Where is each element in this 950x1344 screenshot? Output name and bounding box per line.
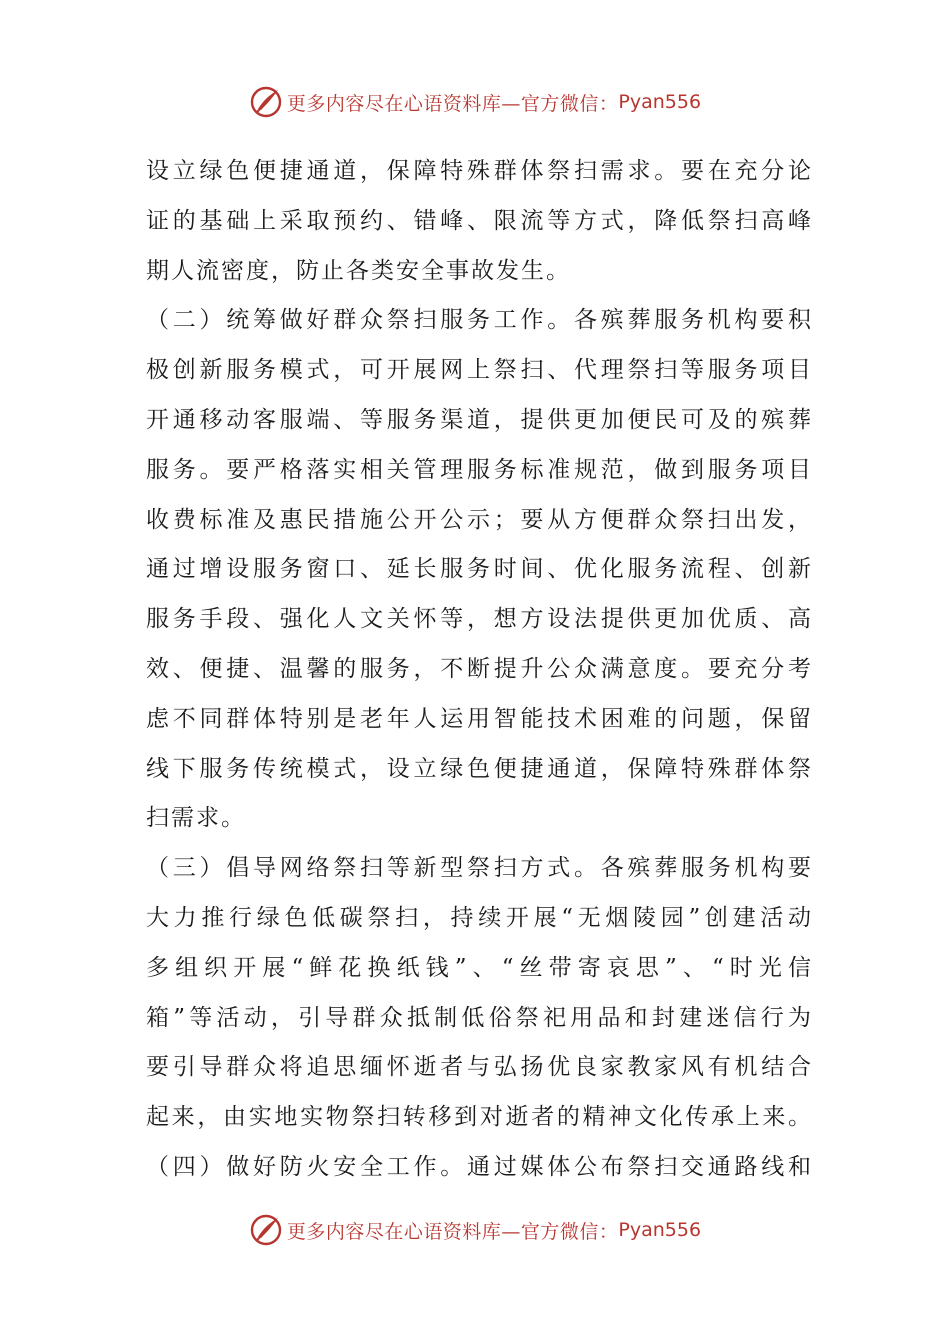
footer-banner-text: 更多内容尽在心语资料库—官方微信：: [286, 1220, 619, 1243]
quill-pen-circle-icon: [249, 1213, 283, 1247]
header-banner: [0, 82, 950, 122]
text-line: 多组织开展“鲜花换纸钱”、“丝带寄哀思”、“时光信: [146, 954, 811, 981]
section-heading-line: （二）统筹做好群众祭扫服务工作。各殡葬服务机构要积: [146, 307, 811, 334]
section-heading-line: （四）做好防火安全工作。通过媒体公布祭扫交通路线和: [146, 1153, 811, 1180]
text-line: 期人流密度，防止各类安全事故发生。: [146, 257, 571, 284]
footer-banner: [0, 1210, 950, 1250]
text-line: 服务。要严格落实相关管理服务标准规范，做到服务项目: [146, 456, 811, 483]
text-line: 要引导群众将追思缅怀逝者与弘扬优良家教家风有机结合: [146, 1054, 811, 1081]
text-line: 通过增设服务窗口、延长服务时间、优化服务流程、创新: [146, 556, 811, 583]
text-line: 设立绿色便捷通道，保障特殊群体祭扫需求。要在充分论: [146, 158, 811, 184]
text-line: 起来，由实地实物祭扫转移到对逝者的精神文化传承上来。: [146, 1104, 811, 1131]
text-line: 扫需求。: [146, 805, 246, 832]
text-line: 线下服务传统模式，设立绿色便捷通道，保障特殊群体祭: [146, 755, 811, 782]
text-line: 大力推行绿色低碳祭扫，持续开展“无烟陵园”创建活动: [146, 904, 811, 931]
quill-pen-circle-icon: [249, 85, 283, 119]
footer-banner-wechat-id: Pyan556: [618, 1219, 702, 1241]
text-line: 极创新服务模式，可开展网上祭扫、代理祭扫等服务项目: [146, 357, 811, 384]
header-banner-wechat-id: Pyan556: [618, 91, 702, 113]
text-line: 服务手段、强化人文关怀等，想方设法提供更加优质、高: [146, 606, 811, 633]
section-heading-line: （三）倡导网络祭扫等新型祭扫方式。各殡葬服务机构要: [146, 855, 811, 882]
document-body: [146, 147, 811, 1193]
text-line: 证的基础上采取预约、错峰、限流等方式，降低祭扫高峰: [146, 207, 811, 234]
text-line: 开通移动客服端、等服务渠道，提供更加便民可及的殡葬: [146, 406, 811, 433]
text-line: 收费标准及惠民措施公开公示；要从方便群众祭扫出发，: [146, 506, 811, 533]
text-line: 效、便捷、温馨的服务，不断提升公众满意度。要充分考: [146, 655, 811, 682]
text-line: 虑不同群体特别是老年人运用智能技术困难的问题，保留: [146, 705, 811, 732]
text-line: 箱”等活动，引导群众抵制低俗祭祀用品和封建迷信行为: [146, 1004, 811, 1031]
header-banner-text: 更多内容尽在心语资料库—官方微信：: [286, 92, 619, 115]
